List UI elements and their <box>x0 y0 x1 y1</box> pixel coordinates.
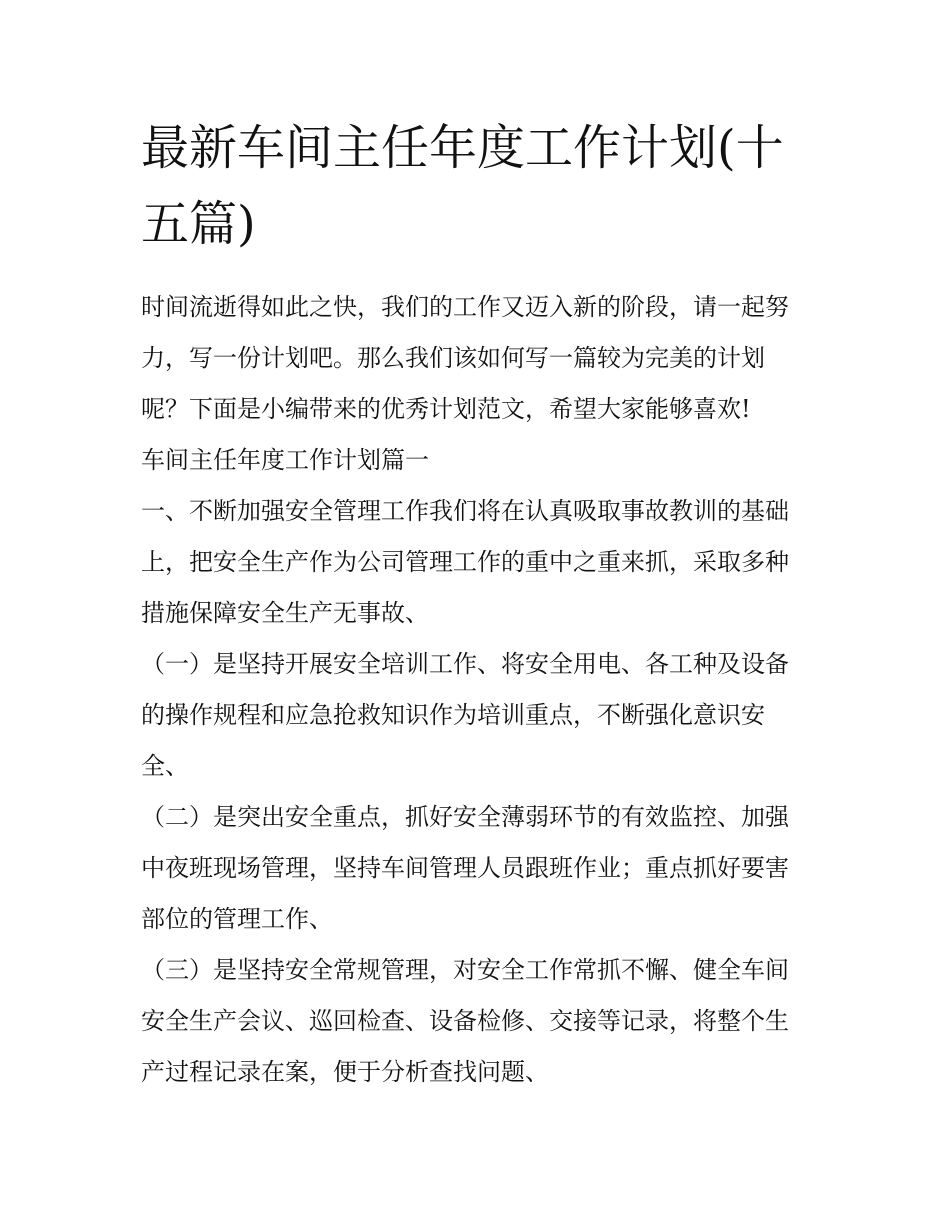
document-title <box>141 110 821 262</box>
text-line: （一）是坚持开展安全培训工作、将安全用电、各工种及设备 <box>141 650 789 678</box>
text-line: 措施保障安全生产无事故、 <box>141 599 429 627</box>
text-line: 中夜班现场管理，坚持车间管理人员跟班作业；重点抓好要害 <box>141 854 789 882</box>
text-line: 呢？下面是小编带来的优秀计划范文，希望大家能够喜欢! <box>141 395 751 423</box>
body-paragraph <box>141 792 821 945</box>
section-heading: 车间主任年度工作计划篇一 <box>141 446 429 474</box>
text-line: 上，把安全生产作为公司管理工作的重中之重来抓，采取多种 <box>141 548 789 576</box>
body-paragraph <box>141 639 821 792</box>
body-paragraph <box>141 486 821 639</box>
title-line: 最新车间主任年度工作计划(十 <box>141 120 784 176</box>
text-line: 时间流逝得如此之快，我们的工作又迈入新的阶段，请一起努 <box>141 293 789 321</box>
title-line: 五篇) <box>141 196 256 252</box>
intro-paragraph <box>141 282 821 435</box>
section-heading-paragraph <box>141 435 821 486</box>
body-paragraph <box>141 945 821 1098</box>
text-line: 全、 <box>141 752 189 780</box>
text-line: 一、不断加强安全管理工作我们将在认真吸取事故教训的基础 <box>141 497 789 525</box>
text-line: （二）是突出安全重点，抓好安全薄弱环节的有效监控、加强 <box>141 803 789 831</box>
text-line: 的操作规程和应急抢救知识作为培训重点，不断强化意识安 <box>141 701 765 729</box>
document-content <box>141 110 821 1098</box>
text-line: 部位的管理工作、 <box>141 905 333 933</box>
text-line: 力，写一份计划吧。那么我们该如何写一篇较为完美的计划 <box>141 344 765 372</box>
text-line: （三）是坚持安全常规管理，对安全工作常抓不懈、健全车间 <box>141 956 789 984</box>
text-line: 产过程记录在案，便于分析查找问题、 <box>141 1058 549 1086</box>
text-line: 安全生产会议、巡回检查、设备检修、交接等记录，将整个生 <box>141 1007 789 1035</box>
document-body <box>141 282 821 1098</box>
